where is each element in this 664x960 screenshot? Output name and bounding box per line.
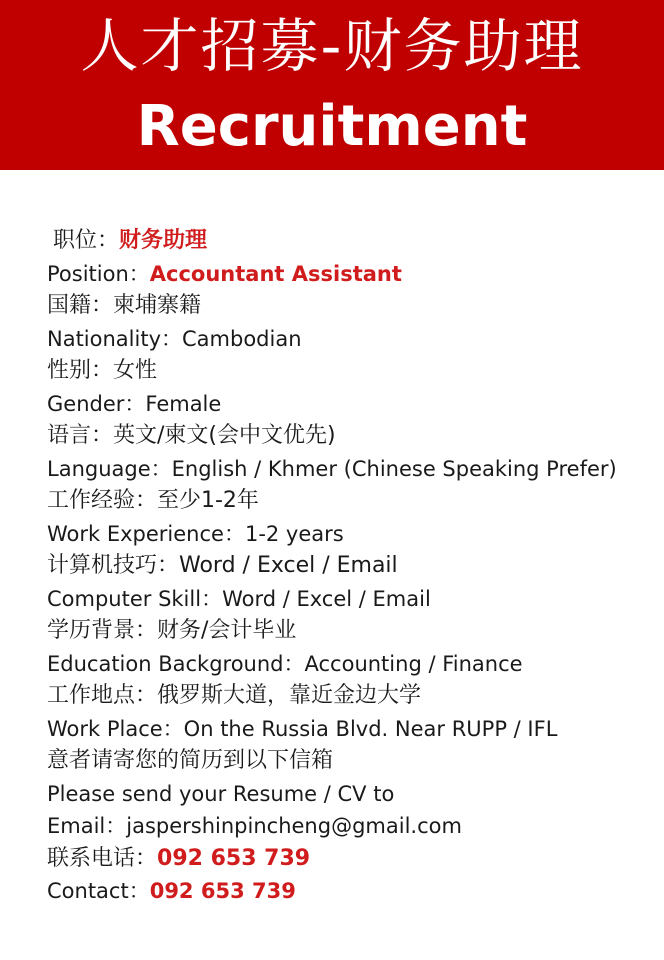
position-cn-label: 职位： xyxy=(53,228,120,253)
job-details xyxy=(47,225,657,908)
contact-en-phone: 092 653 739 xyxy=(149,879,296,903)
nationality-cn-line: 国籍：柬埔寨籍 xyxy=(47,293,202,318)
banner-title-english: Recruitment xyxy=(136,94,528,159)
contact-en-line xyxy=(47,875,657,908)
work-place-cn-line: 工作地点：俄罗斯大道，靠近金边大学 xyxy=(47,683,422,708)
experience-cn-line: 工作经验：至少1-2年 xyxy=(47,488,259,513)
contact-cn-label: 联系电话： xyxy=(47,845,158,871)
gender-cn-line: 性别：女性 xyxy=(47,358,158,383)
send-resume-cn-line: 意者请寄您的简历到以下信箱 xyxy=(47,748,334,773)
send-resume-en-line: Please send your Resume / CV to xyxy=(47,781,395,806)
contact-en-label: Contact： xyxy=(47,879,150,903)
computer-skill-en-line: Computer Skill：Word / Excel / Email xyxy=(47,586,431,611)
position-en-line xyxy=(47,258,657,291)
email-line: Email：jaspershinpincheng@gmail.com xyxy=(47,814,462,838)
contact-cn-line xyxy=(47,843,657,876)
position-cn-line xyxy=(47,225,657,258)
nationality-en-line: Nationality：Cambodian xyxy=(47,326,302,351)
experience-en-line: Work Experience：1-2 years xyxy=(47,521,344,546)
contact-cn-phone: 092 653 739 xyxy=(157,845,311,871)
position-en-label: Position： xyxy=(47,261,150,286)
language-en-line: Language：English / Khmer (Chinese Speaking Prefer) xyxy=(47,456,617,481)
education-cn-line: 学历背景：财务/会计毕业 xyxy=(47,618,297,643)
gender-en-line: Gender：Female xyxy=(47,391,222,416)
computer-skill-cn-line: 计算机技巧：Word / Excel / Email xyxy=(47,553,398,578)
position-cn-value: 财务助理 xyxy=(119,228,208,253)
work-place-en-line: Work Place：On the Russia Blvd. Near RUPP / IFL xyxy=(47,716,558,741)
header-banner xyxy=(0,0,664,170)
position-en-value: Accountant Assistant xyxy=(149,261,402,286)
language-cn-line: 语言：英文/柬文(会中文优先) xyxy=(47,423,336,448)
banner-title-chinese: 人才招募-财务助理 xyxy=(80,12,584,80)
education-en-line: Education Background：Accounting / Finance xyxy=(47,651,523,676)
